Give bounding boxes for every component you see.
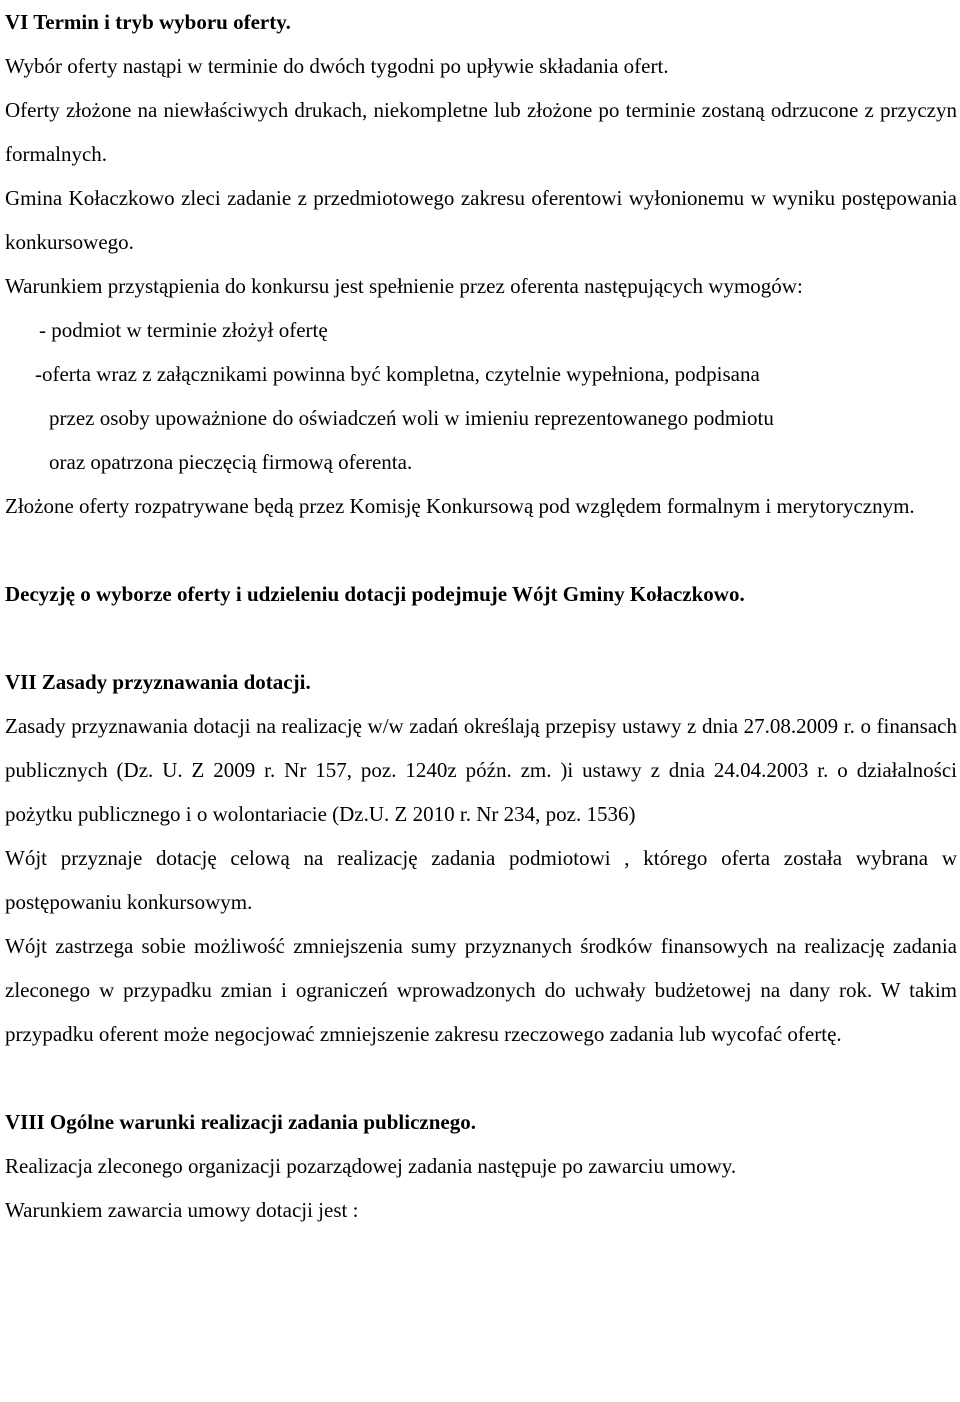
section-7-paragraph-2: Wójt przyznaje dotację celową na realizację zadania podmiotowi , którego oferta została wybrana w postępowaniu konkursowym.: [5, 846, 957, 914]
requirement-1: - podmiot w terminie złożył ofertę: [39, 318, 328, 342]
section-8-heading: VIII Ogólne warunki realizacji zadania publicznego.: [5, 1110, 476, 1134]
section-8-paragraph-1: Realizacja zleconego organizacji pozarządowej zadania następuje po zawarciu umowy.: [5, 1154, 737, 1178]
section-6-heading: VI Termin i tryb wyboru oferty.: [5, 10, 291, 34]
spacer: [5, 528, 957, 572]
section-7-paragraph-3: Wójt zastrzega sobie możliwość zmniejszenia sumy przyznanych środków finansowych na realizację zadania zleconego w przypadku zmian i ograniczeń wprowadzonych do uchwały budżetowej na dany rok. W takim przypadku oferent może negocjować zmniejszenie zakresu rzeczowego zadania lub wycofać ofertę.: [5, 934, 957, 1046]
section-6-paragraph-2: Oferty złożone na niewłaściwych drukach, niekompletne lub złożone po terminie zostaną odrzucone z przyczyn formalnych.: [5, 98, 957, 166]
decision-statement: Decyzję o wyborze oferty i udzieleniu dotacji podejmuje Wójt Gminy Kołaczkowo.: [5, 582, 745, 606]
section-6-paragraph-4: Warunkiem przystąpienia do konkursu jest spełnienie przez oferenta następujących wymogów:: [5, 274, 803, 298]
requirement-2-line-1: -oferta wraz z załącznikami powinna być kompletna, czytelnie wypełniona, podpisana: [35, 362, 760, 386]
section-6-paragraph-1: Wybór oferty nastąpi w terminie do dwóch tygodni po upływie składania ofert.: [5, 54, 669, 78]
section-7-paragraph-1: Zasady przyznawania dotacji na realizację w/w zadań określają przepisy ustawy z dnia 27.08.2009 r. o finansach publicznych (Dz. U. Z 2009 r. Nr 157, poz. 1240z późn. zm. )i ustawy z dnia 24.04.2003 r. o działalności pożytku publicznego i o wolontariacie (Dz.U. Z 2010 r. Nr 234, poz. 1536): [5, 714, 957, 826]
document-page: [5, 0, 957, 1232]
spacer: [5, 616, 957, 660]
requirement-2-line-3: oraz opatrzona pieczęcią firmową oferenta.: [49, 450, 413, 474]
section-6-paragraph-3: Gmina Kołaczkowo zleci zadanie z przedmiotowego zakresu oferentowi wyłonionemu w wyniku postępowania konkursowego.: [5, 186, 957, 254]
spacer: [5, 1056, 957, 1100]
section-8-paragraph-2: Warunkiem zawarcia umowy dotacji jest :: [5, 1198, 359, 1222]
section-6-paragraph-5: Złożone oferty rozpatrywane będą przez Komisję Konkursową pod względem formalnym i merytorycznym.: [5, 494, 915, 518]
section-7-heading: VII Zasady przyznawania dotacji.: [5, 670, 311, 694]
requirement-2-line-2: przez osoby upoważnione do oświadczeń woli w imieniu reprezentowanego podmiotu: [49, 406, 774, 430]
